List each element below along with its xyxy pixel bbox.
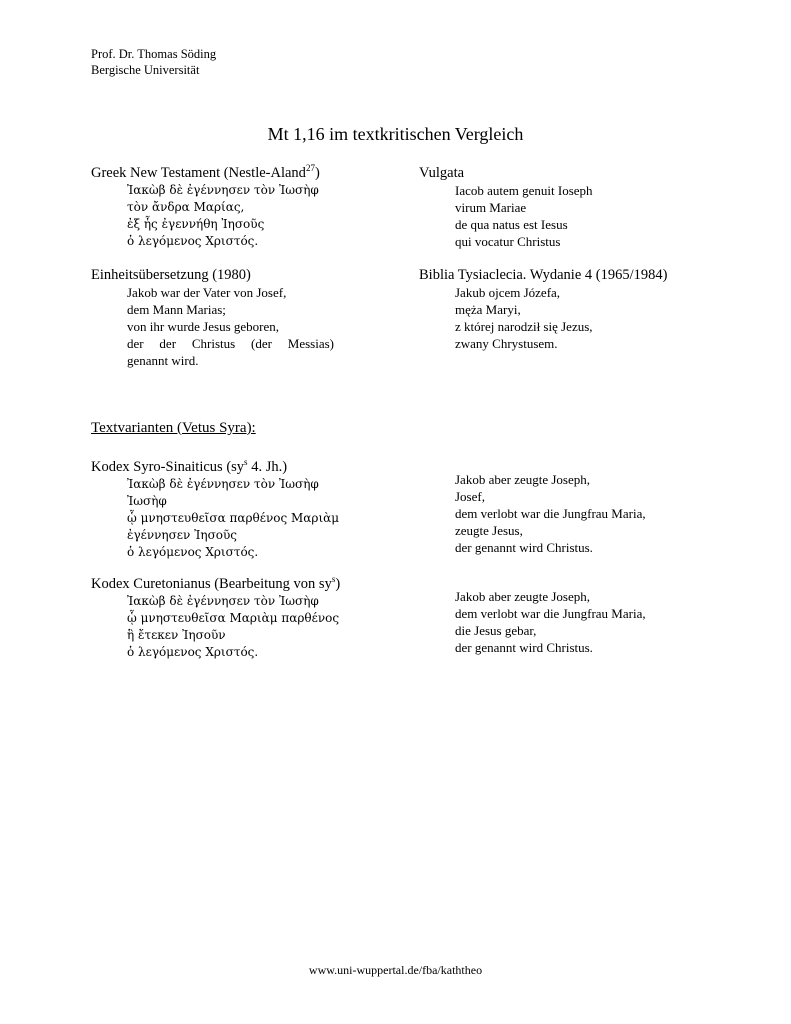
einheit-heading: Einheitsübersetzung (1980) <box>91 267 251 283</box>
page-header <box>91 46 216 78</box>
einheit-line: von ihr wurde Jesus geboren, <box>127 319 279 334</box>
vulgata-section <box>419 164 593 250</box>
einheit-line: Jakob war der Vater von Josef, <box>127 285 287 300</box>
curetonianus-heading <box>91 575 340 593</box>
gnt-heading <box>91 164 320 182</box>
institution-name: Bergische Universität <box>91 63 200 77</box>
biblia-heading: Biblia Tysiaclecia. Wydanie 4 (1965/1984) <box>419 267 668 283</box>
author-name: Prof. Dr. Thomas Söding <box>91 47 217 61</box>
gnt-section <box>91 164 320 250</box>
sinaiticus-heading-end: 4. Jh.) <box>247 459 288 475</box>
vulgata-line: virum Mariae <box>455 200 527 215</box>
gnt-line: ἐξ ἧς ἐγεννήθη Ἰησοῦς <box>127 217 265 231</box>
sinaiticus-section <box>91 458 339 561</box>
sinaiticus-heading <box>91 458 339 476</box>
sinaiticus-greek-line: Ἰωσὴφ <box>127 494 167 508</box>
sinaiticus-greek-line: ᾧ μνηστευθεῖσα παρθένος Μαριὰμ <box>127 511 340 525</box>
biblia-line: Jakub ojcem Józefa, <box>455 285 561 300</box>
sinaiticus-heading-text: Kodex Syro-Sinaiticus (sy <box>91 459 245 475</box>
biblia-section <box>419 266 667 352</box>
curetonianus-heading-text: Kodex Curetonianus (Bearbeitung von sy <box>91 576 332 592</box>
curetonianus-german-line: der genannt wird Christus. <box>455 640 593 655</box>
curetonianus-heading-end: ) <box>335 576 341 592</box>
gnt-heading-sup: 27 <box>305 163 315 174</box>
sinaiticus-german-line: zeugte Jesus, <box>455 523 523 538</box>
curetonianus-german <box>455 588 646 656</box>
sinaiticus-heading-sup: s <box>244 457 248 468</box>
curetonianus-heading-sup: s <box>331 574 336 585</box>
einheit-line: dem Mann Marias; <box>127 302 226 317</box>
gnt-heading-end: ) <box>314 165 320 181</box>
sinaiticus-greek-line: ἐγέννησεν Ἰησοῦς <box>127 528 237 542</box>
curetonianus-greek-line: ᾧ μνηστευθεῖσα Μαριὰμ παρθένος <box>127 611 340 625</box>
gnt-line: Ἰακὼβ δὲ ἐγέννησεν τὸν Ἰωσὴφ <box>127 183 319 197</box>
curetonianus-german-line: Jakob aber zeugte Joseph, <box>455 589 591 604</box>
einheit-line: der der Christus (der Messias) <box>127 336 334 351</box>
page-footer-url: www.uni-wuppertal.de/fba/kaththeo <box>308 963 483 977</box>
page-title: Mt 1,16 im textkritischen Vergleich <box>267 124 524 144</box>
sinaiticus-german-line: Jakob aber zeugte Joseph, <box>455 472 591 487</box>
vulgata-heading: Vulgata <box>419 165 465 181</box>
curetonianus-german-line: die Jesus gebar, <box>455 623 537 638</box>
curetonianus-greek-line: Ἰακὼβ δὲ ἐγέννησεν τὸν Ἰωσὴφ <box>127 594 319 608</box>
gnt-line: τὸν ἄνδρα Μαρίας, <box>127 200 245 214</box>
einheit-line: genannt wird. <box>127 353 199 368</box>
sinaiticus-german-line: der genannt wird Christus. <box>455 540 593 555</box>
biblia-line: zwany Chrystusem. <box>455 336 558 351</box>
gnt-heading-text: Greek New Testament (Nestle-Aland <box>91 165 306 181</box>
vulgata-line: de qua natus est Iesus <box>455 217 568 232</box>
biblia-line: z której narodził się Jezus, <box>455 319 593 334</box>
sinaiticus-greek-line: ὁ λεγόμενος Χριστός. <box>127 545 259 559</box>
curetonianus-section <box>91 575 340 661</box>
curetonianus-greek-line: ἣ ἔτεκεν Ἰησοῦν <box>127 628 226 642</box>
curetonianus-german-line: dem verlobt war die Jungfrau Maria, <box>455 606 646 621</box>
vulgata-line: qui vocatur Christus <box>455 234 561 249</box>
gnt-line: ὁ λεγόμενος Χριστός. <box>127 234 259 248</box>
biblia-line: męża Maryi, <box>455 302 521 317</box>
sinaiticus-german-line: Josef, <box>455 489 485 504</box>
curetonianus-greek-line: ὁ λεγόμενος Χριστός. <box>127 645 259 659</box>
sinaiticus-greek-line: Ἰακὼβ δὲ ἐγέννησεν τὸν Ἰωσὴφ <box>127 477 319 491</box>
variants-heading: Textvarianten (Vetus Syra): <box>91 420 256 436</box>
einheit-section <box>91 266 334 369</box>
sinaiticus-german-line: dem verlobt war die Jungfrau Maria, <box>455 506 646 521</box>
sinaiticus-german <box>455 471 646 556</box>
vulgata-line: Iacob autem genuit Ioseph <box>455 183 593 198</box>
